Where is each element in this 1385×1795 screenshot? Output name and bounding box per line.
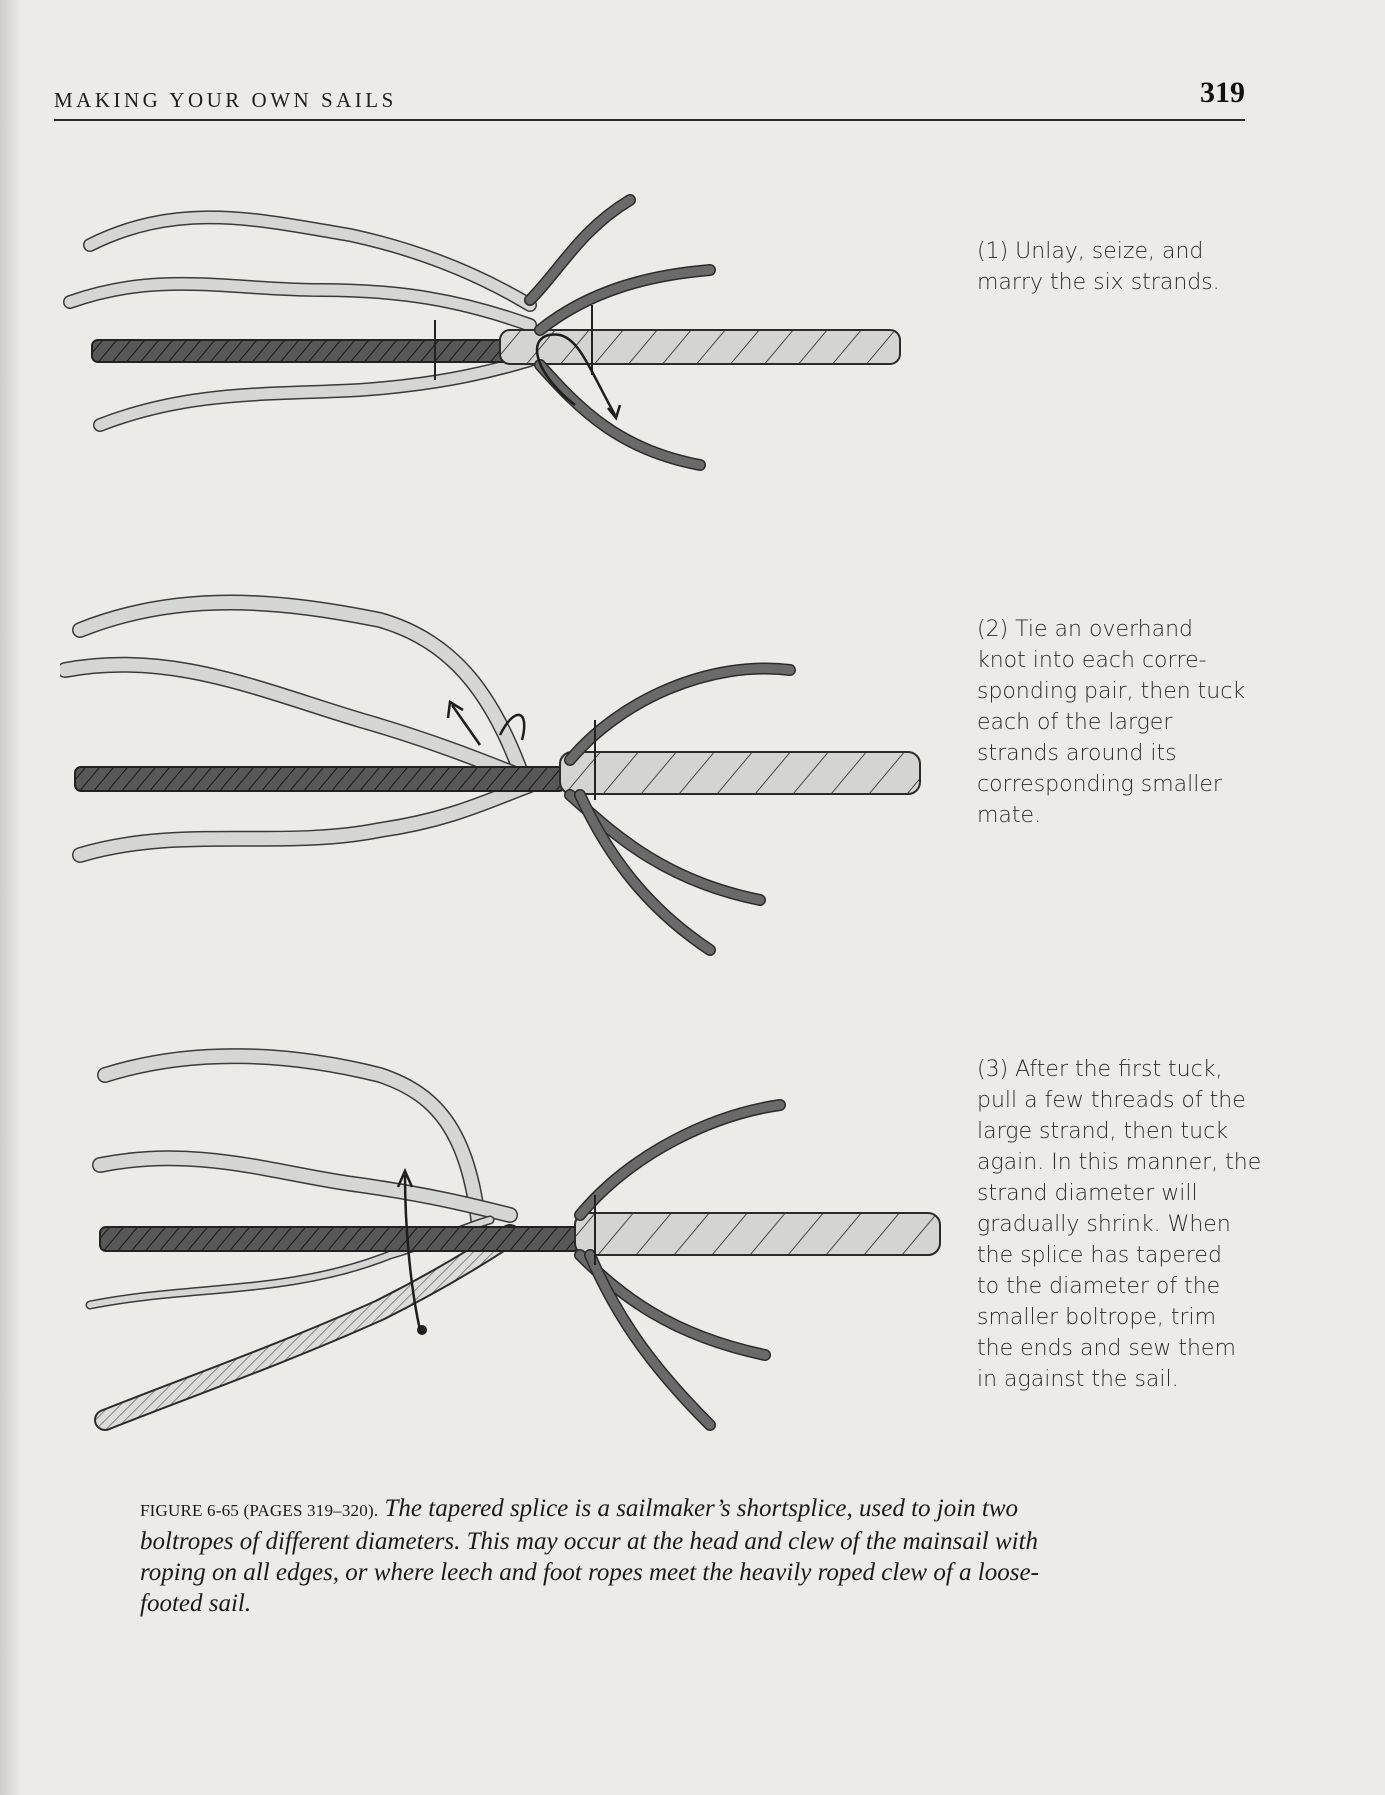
step-3-line: the ends and sew them — [977, 1336, 1236, 1361]
step-3-line: large strand, then tuck — [977, 1119, 1228, 1144]
caption-line: roping on all edges, or where leech and foot ropes meet the heavily roped clew of a loose- — [140, 1559, 1039, 1586]
step-3-line: the splice has tapered — [977, 1243, 1222, 1268]
step-3-line: smaller boltrope, trim — [977, 1305, 1217, 1330]
step-2-line: mate. — [977, 803, 1042, 828]
step-2-line: strands around its — [977, 741, 1177, 766]
step-1-line: marry the six strands. — [977, 270, 1220, 295]
step-3-line: to the diameter of the — [977, 1274, 1221, 1299]
step-3-line: (3) After the first tuck, — [977, 1057, 1223, 1082]
step-2-line: sponding pair, then tuck — [977, 679, 1246, 704]
caption-first-line — [140, 1493, 1160, 1526]
step-2-text — [977, 614, 1267, 831]
step-2-line: each of the larger — [977, 710, 1173, 735]
step-3-line: pull a few threads of the — [977, 1088, 1246, 1113]
step-1-text — [977, 236, 1267, 298]
step-3-line: strand diameter will — [977, 1181, 1198, 1206]
figure-caption — [140, 1493, 1160, 1619]
header-rule — [54, 119, 1245, 121]
step-2-line: corresponding smaller — [977, 772, 1222, 797]
step-3-line: again. In this manner, the — [977, 1150, 1262, 1175]
running-head: MAKING YOUR OWN SAILS — [54, 88, 397, 112]
step-3-text — [977, 1054, 1267, 1395]
page-number: 319 — [1200, 76, 1245, 109]
splice-illustration-step-1 — [60, 190, 950, 490]
step-3-line: gradually shrink. When — [977, 1212, 1231, 1237]
splice-illustration-step-3 — [60, 1035, 950, 1435]
step-2-line: knot into each corre- — [977, 648, 1207, 673]
step-3-line: in against the sail. — [977, 1367, 1179, 1392]
step-2-line: (2) Tie an overhand — [977, 617, 1193, 642]
step-1-line: (1) Unlay, seize, and — [977, 239, 1204, 264]
caption-line: boltropes of different diameters. This may occur at the head and clew of the mainsail with — [140, 1528, 1039, 1555]
caption-line: footed sail. — [140, 1590, 252, 1617]
page-gutter-shadow — [0, 0, 22, 1795]
caption-text: The tapered splice is a sailmaker’s shortsplice, used to join two — [384, 1495, 1019, 1522]
figure-label: FIGURE 6-65 (PAGES 319–320). — [140, 1501, 379, 1520]
splice-illustration-step-2 — [60, 580, 950, 960]
